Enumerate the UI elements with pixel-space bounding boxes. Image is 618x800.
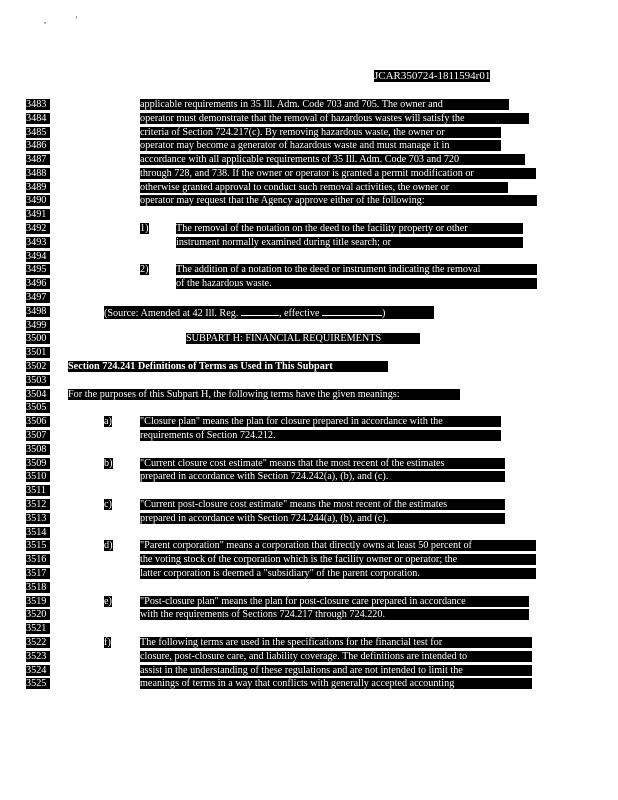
- line-number: 3498: [26, 306, 50, 317]
- line-number: 3514: [26, 527, 50, 538]
- line-number: 3493: [26, 237, 50, 248]
- line-number: 3512: [26, 499, 50, 510]
- text-line: otherwise granted approval to conduct such removal activities, the owner or: [140, 182, 508, 193]
- text-line: "Closure plan" means the plan for closure prepared in accordance with the: [140, 416, 501, 427]
- line-number: 3487: [26, 154, 50, 165]
- text-line: closure, post-closure care, and liability coverage. The definitions are intended to: [140, 651, 532, 662]
- text-line: The addition of a notation to the deed or instrument indicating the removal: [176, 264, 537, 275]
- text-line: with the requirements of Sections 724.217 through 724.220.: [140, 609, 529, 620]
- line-number: 3499: [26, 320, 50, 331]
- text-line: "Current post-closure cost estimate" means the most recent of the estimates: [140, 499, 505, 510]
- source-note: [104, 306, 434, 319]
- line-number: 3521: [26, 623, 50, 634]
- line-number: 3491: [26, 209, 50, 220]
- line-number: 3517: [26, 568, 50, 579]
- line-number: 3492: [26, 223, 50, 234]
- source-note-end: ): [382, 308, 386, 319]
- definition-label: a): [104, 416, 112, 427]
- line-number: 3495: [26, 264, 50, 275]
- definition-label: c): [104, 499, 112, 510]
- text-line: the voting stock of the corporation which is the facility owner or operator; the: [140, 554, 536, 565]
- line-number: 3518: [26, 582, 50, 593]
- line-number: 3504: [26, 389, 50, 400]
- line-number: 3505: [26, 402, 50, 413]
- text-line: meanings of terms in a way that conflicts with generally accepted accounting: [140, 678, 532, 689]
- definition-label: f): [104, 637, 111, 648]
- line-number: 3522: [26, 637, 50, 648]
- document-id: JCAR350724-1811594r01: [374, 70, 491, 82]
- line-number: 3519: [26, 596, 50, 607]
- text-line: of the hazardous waste.: [176, 278, 537, 289]
- line-number: 3524: [26, 665, 50, 676]
- line-number: 3510: [26, 471, 50, 482]
- text-line: The removal of the notation on the deed to the facility property or other: [176, 223, 523, 234]
- text-line: through 728, and 738. If the owner or operator is granted a permit modification or: [140, 168, 536, 179]
- text-line: instrument normally examined during title search; or: [176, 237, 523, 248]
- sub-item-label: 2): [140, 264, 149, 275]
- text-line: prepared in accordance with Section 724.244(a), (b), and (c).: [140, 513, 505, 524]
- text-line: operator may become a generator of hazardous waste and must manage it in: [140, 140, 501, 151]
- line-number: 3485: [26, 127, 50, 138]
- line-number: 3502: [26, 361, 50, 372]
- line-number: 3488: [26, 168, 50, 179]
- line-number: 3503: [26, 375, 50, 386]
- intro-sentence: For the purposes of this Subpart H, the following terms have the given meanings:: [68, 389, 460, 400]
- text-line: requirements of Section 724.212.: [140, 430, 501, 441]
- text-line: accordance with all applicable requirements of 35 Ill. Adm. Code 703 and 720: [140, 154, 525, 165]
- line-number: 3507: [26, 430, 50, 441]
- definition-label: d): [104, 540, 113, 551]
- source-note-mid: , effective: [278, 308, 323, 319]
- line-number: 3509: [26, 458, 50, 469]
- subpart-heading: SUBPART H: FINANCIAL REQUIREMENTS: [186, 333, 420, 344]
- line-number: 3486: [26, 140, 50, 151]
- text-line: "Current closure cost estimate" means that the most recent of the estimates: [140, 458, 505, 469]
- line-number: 3484: [26, 113, 50, 124]
- definition-label: b): [104, 458, 113, 469]
- text-line: criteria of Section 724.217(c). By removing hazardous waste, the owner or: [140, 127, 501, 138]
- line-number: 3500: [26, 333, 50, 344]
- line-number: 3490: [26, 195, 50, 206]
- line-number: 3516: [26, 554, 50, 565]
- line-number: 3523: [26, 651, 50, 662]
- source-note-lead: (Source: Amended at 42 Ill. Reg.: [104, 308, 241, 319]
- line-number: 3494: [26, 251, 50, 262]
- text-line: latter corporation is deemed a "subsidiary" of the parent corporation.: [140, 568, 536, 579]
- text-line: The following terms are used in the specifications for the financial test for: [140, 637, 532, 648]
- line-number: 3501: [26, 347, 50, 358]
- line-number: 3515: [26, 540, 50, 551]
- line-number: 3511: [26, 485, 50, 496]
- sub-item-label: 1): [140, 223, 149, 234]
- text-line: prepared in accordance with Section 724.242(a), (b), and (c).: [140, 471, 505, 482]
- line-number: 3508: [26, 444, 50, 455]
- blank-rule: [322, 306, 382, 316]
- text-line: "Post-closure plan" means the plan for post-closure care prepared in accordance: [140, 596, 529, 607]
- line-number: 3513: [26, 513, 50, 524]
- line-number: 3496: [26, 278, 50, 289]
- line-number: 3525: [26, 678, 50, 689]
- section-heading: Section 724.241 Definitions of Terms as Used in This Subpart: [68, 361, 388, 372]
- scan-speck: ': [76, 15, 78, 24]
- definition-label: e): [104, 596, 112, 607]
- line-number: 3520: [26, 609, 50, 620]
- line-number: 3497: [26, 292, 50, 303]
- text-line: operator must demonstrate that the removal of hazardous wastes will satisfy the: [140, 113, 529, 124]
- line-number: 3506: [26, 416, 50, 427]
- text-line: "Parent corporation" means a corporation that directly owns at least 50 percent of: [140, 540, 536, 551]
- line-number: 3483: [26, 99, 50, 110]
- text-line: applicable requirements in 35 Ill. Adm. Code 703 and 705. The owner and: [140, 99, 509, 110]
- scan-speck: ,: [44, 16, 46, 25]
- blank-rule: [241, 306, 279, 316]
- text-line: operator may request that the Agency approve either of the following:: [140, 195, 537, 206]
- line-number: 3489: [26, 182, 50, 193]
- text-line: assist in the understanding of these regulations and are not intended to limit the: [140, 665, 532, 676]
